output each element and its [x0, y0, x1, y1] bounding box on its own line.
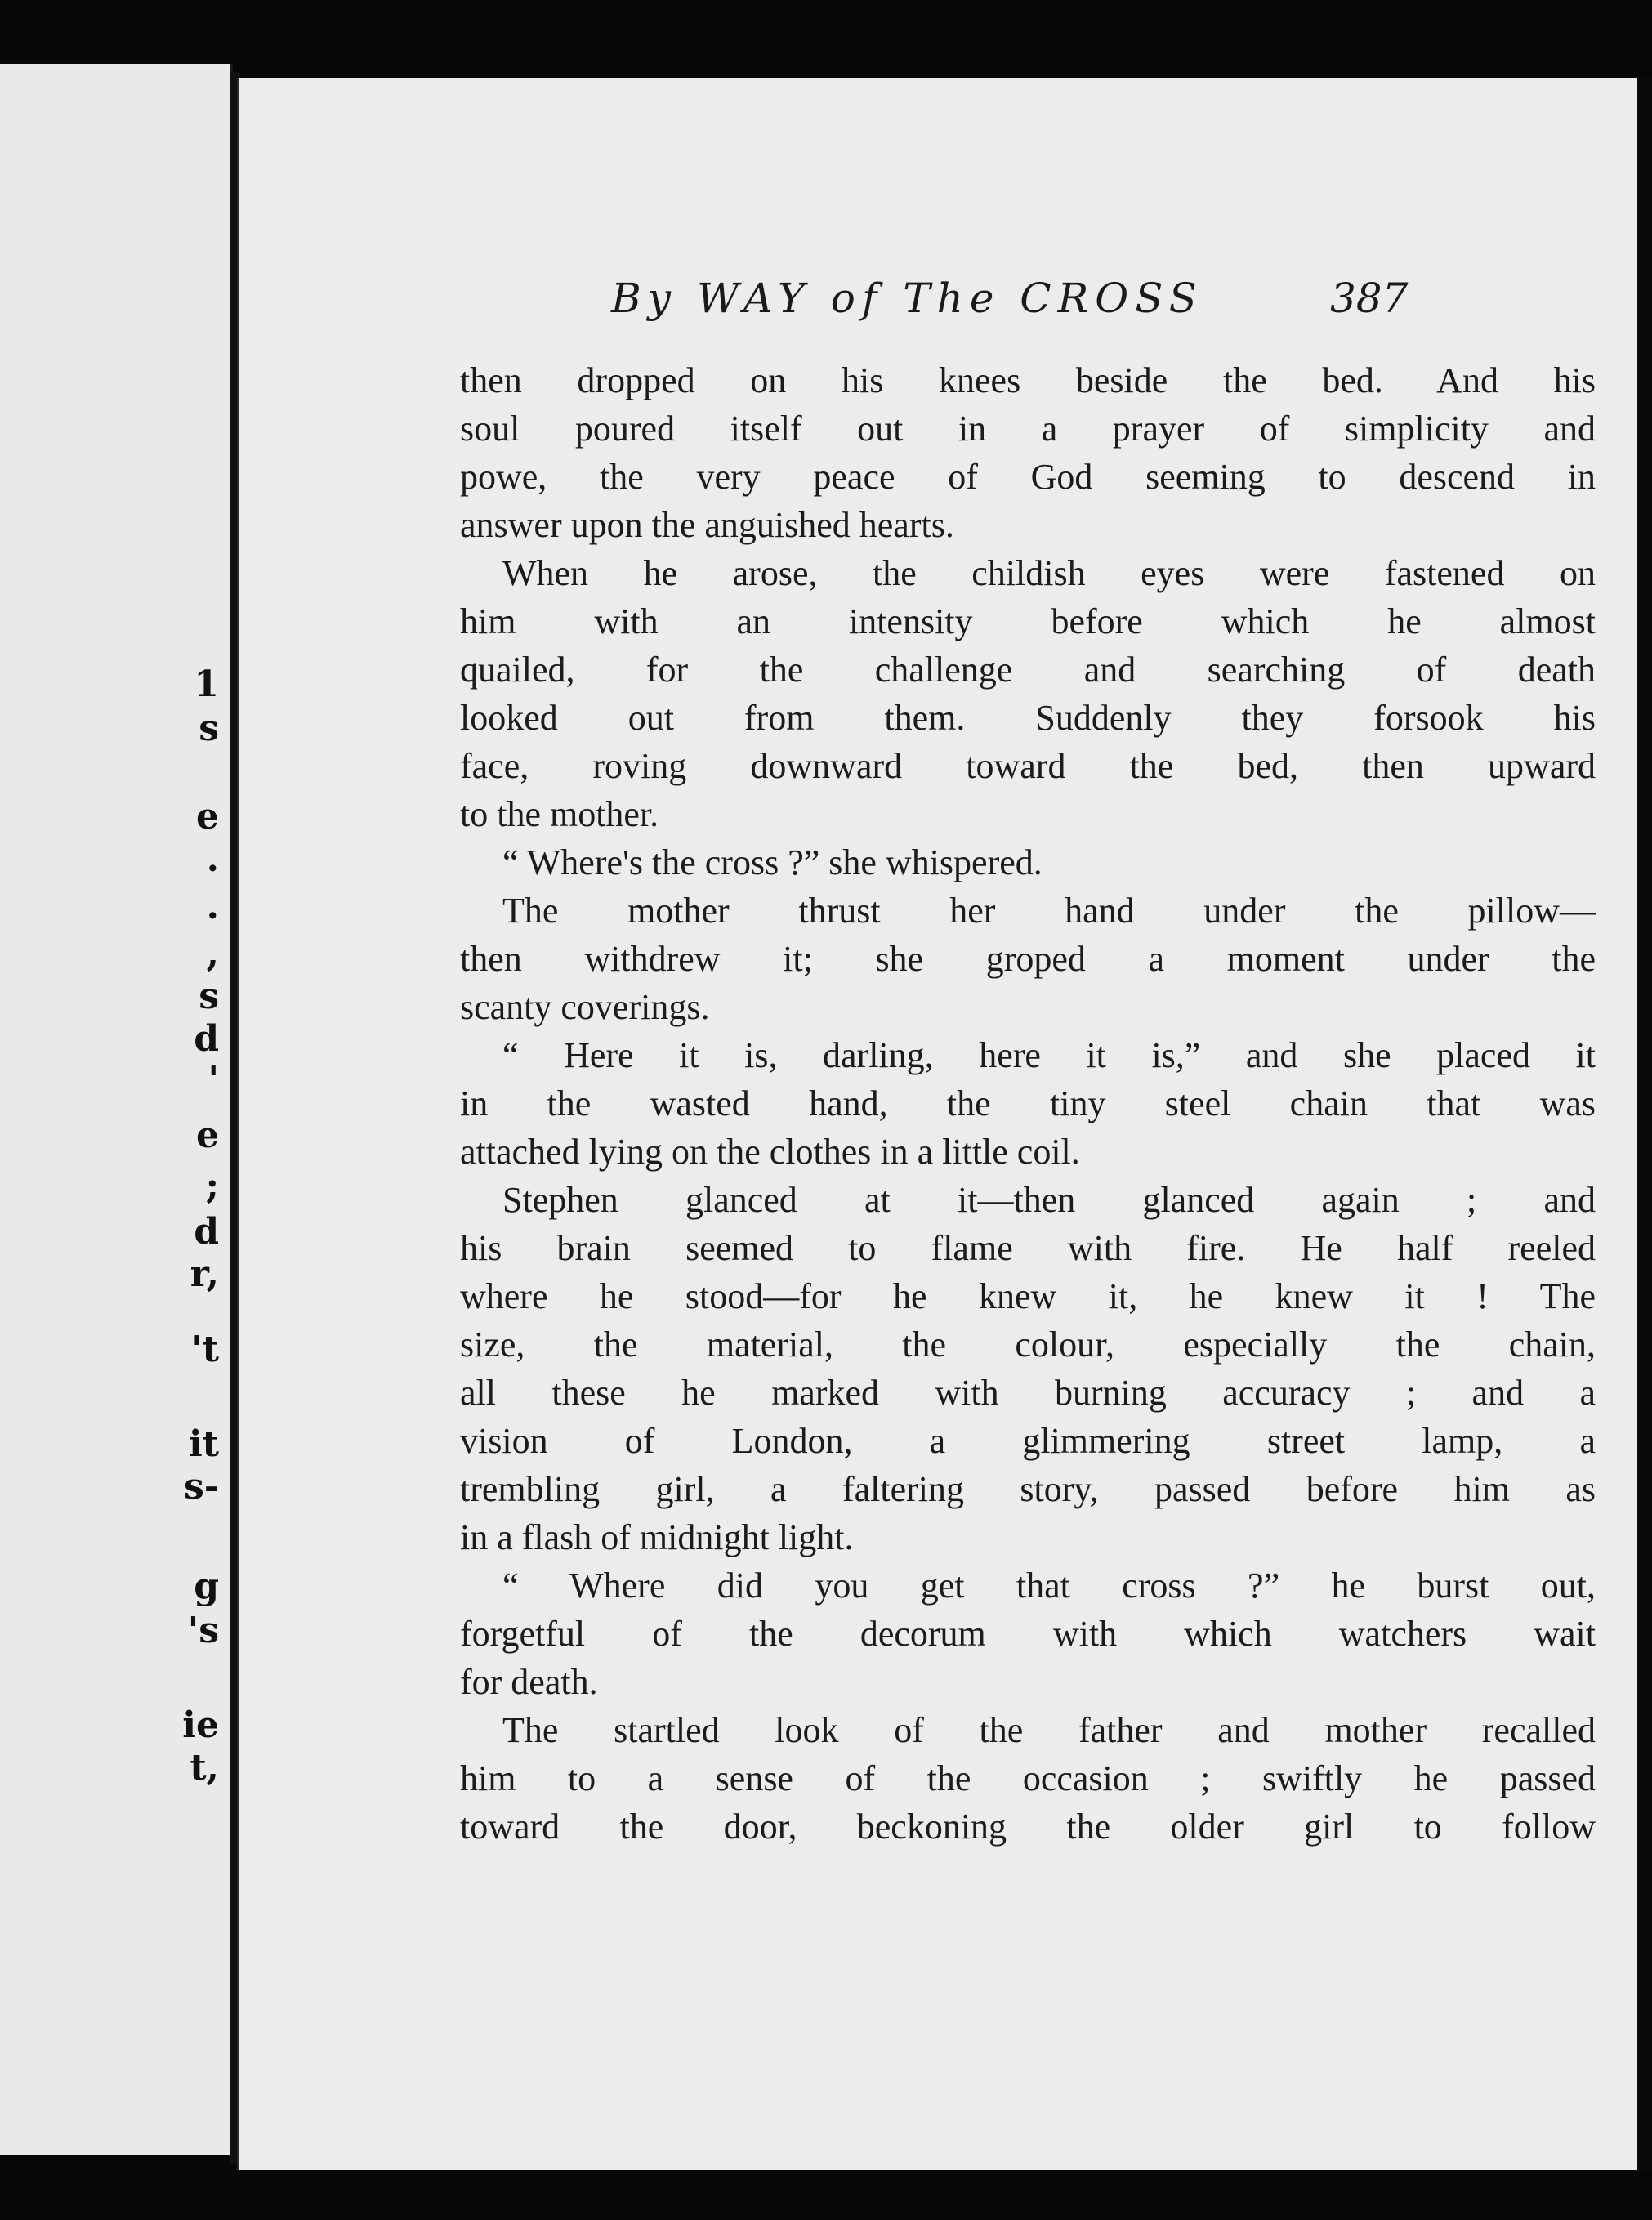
left-fragment: r, [190, 1253, 219, 1295]
left-fragment: ; [205, 1165, 219, 1207]
text-line: looked out from them. Suddenly they forsook his [460, 698, 1596, 738]
running-head-title: By WAY of The CROSS [611, 275, 1203, 322]
text-line: answer upon the anguished hearts. [460, 505, 954, 545]
text-line: to the mother. [460, 794, 659, 834]
right-page [237, 78, 1638, 2170]
left-fragment: 1 [194, 663, 219, 705]
text-line: The startled look of the father and mother recalled [502, 1710, 1596, 1750]
left-page-text-fragments [0, 64, 230, 2155]
page-edge-shadow [1637, 78, 1652, 2170]
text-line: “ Where did you get that cross ?” he burst out, [502, 1566, 1596, 1606]
left-fragment: it [188, 1423, 219, 1465]
text-line: quailed, for the challenge and searching of death [460, 650, 1596, 690]
text-line: Stephen glanced at it—then glanced again ; and [502, 1180, 1596, 1220]
text-line: his brain seemed to flame with fire. He half reeled [460, 1228, 1596, 1268]
text-line: in a flash of midnight light. [460, 1517, 854, 1557]
running-head [611, 275, 1608, 332]
text-line: powe, the very peace of God seeming to descend in [460, 457, 1596, 497]
left-fragment: 't [191, 1329, 219, 1370]
left-fragment: ie [182, 1704, 219, 1746]
text-line: trembling girl, a faltering story, passed before him as [460, 1469, 1596, 1509]
left-fragment: d [194, 1211, 219, 1253]
left-fragment: ' [208, 1059, 219, 1101]
text-line: then withdrew it; she groped a moment under the [460, 939, 1596, 979]
text-line: vision of London, a glimmering street lamp, a [460, 1421, 1596, 1461]
left-fragment: s [199, 708, 219, 749]
left-fragment: t, [190, 1747, 219, 1789]
page-number: 387 [1330, 275, 1409, 322]
text-line: “ Here it is, darling, here it is,” and she placed it [502, 1035, 1596, 1075]
text-line: where he stood—for he knew it, he knew it ! The [460, 1276, 1596, 1316]
left-fragment: , [206, 933, 219, 975]
text-line: him with an intensity before which he almost [460, 601, 1596, 641]
left-fragment: e [196, 796, 219, 838]
text-line: face, roving downward toward the bed, then upward [460, 746, 1596, 786]
text-line: When he arose, the childish eyes were fastened on [502, 553, 1596, 593]
left-fragment: g [194, 1566, 219, 1607]
left-fragment: 's [187, 1610, 219, 1651]
text-line: soul poured itself out in a prayer of simplicity and [460, 409, 1596, 449]
left-page [0, 64, 233, 2155]
text-line: toward the door, beckoning the older girl to follow [460, 1807, 1596, 1847]
left-fragment: e [196, 1114, 219, 1156]
text-line: all these he marked with burning accuracy ; and a [460, 1373, 1596, 1413]
left-fragment: s- [183, 1466, 219, 1508]
text-line: then dropped on his knees beside the bed. And his [460, 360, 1596, 400]
text-line: “ Where's the cross ?” she whispered. [502, 842, 1043, 882]
left-fragment: . [206, 838, 219, 880]
page-content [239, 78, 1638, 2170]
text-line: forgetful of the decorum with which watchers wait [460, 1614, 1596, 1654]
text-line: scanty coverings. [460, 987, 710, 1027]
left-fragment: . [206, 886, 219, 927]
text-line: in the wasted hand, the tiny steel chain that was [460, 1083, 1596, 1123]
text-line: for death. [460, 1662, 598, 1702]
left-fragment: d [194, 1018, 219, 1060]
text-line: size, the material, the colour, especially the chain, [460, 1324, 1596, 1365]
text-line: him to a sense of the occasion ; swiftly he passed [460, 1758, 1596, 1798]
left-fragment: s [199, 976, 219, 1017]
text-line: The mother thrust her hand under the pillow— [502, 891, 1596, 931]
text-line: attached lying on the clothes in a little coil. [460, 1132, 1080, 1172]
body-text [460, 356, 1596, 1851]
